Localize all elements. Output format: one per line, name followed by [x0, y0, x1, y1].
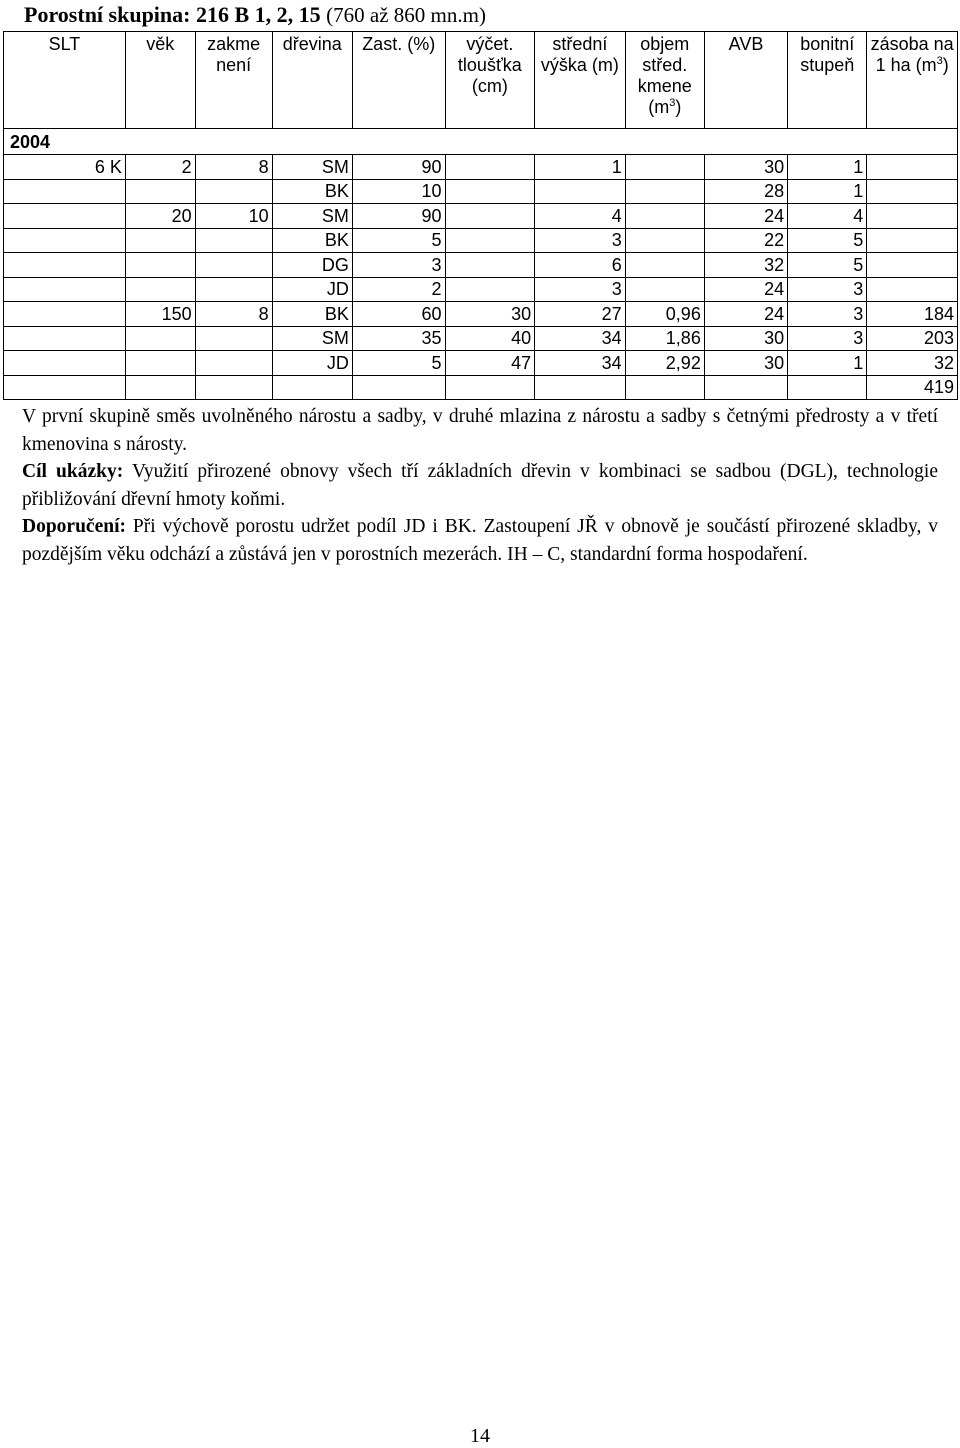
- goal-label: Cíl ukázky:: [22, 461, 124, 482]
- table-cell: 3: [535, 277, 626, 302]
- table-cell: [4, 253, 126, 278]
- table-row: [4, 351, 958, 376]
- table-row: [4, 302, 958, 327]
- header-cell: výčet. tloušťka (cm): [445, 32, 535, 129]
- table-cell: 1: [788, 179, 867, 204]
- table-cell: [445, 155, 535, 180]
- table-cell: [535, 375, 626, 400]
- table-cell: [195, 277, 272, 302]
- table-cell: [867, 179, 958, 204]
- table-cell: 30: [704, 155, 787, 180]
- table-cell: [125, 277, 195, 302]
- table-cell: 8: [195, 302, 272, 327]
- table-cell: 28: [704, 179, 787, 204]
- table-cell: [272, 375, 352, 400]
- table-row: [4, 228, 958, 253]
- table-cell: [125, 179, 195, 204]
- table-cell: 3: [788, 277, 867, 302]
- header-cell: Zast. (%): [352, 32, 445, 129]
- table-cell: 10: [195, 204, 272, 229]
- table-cell: [445, 204, 535, 229]
- table-cell: [4, 326, 126, 351]
- table-cell: [195, 253, 272, 278]
- table-cell: [625, 375, 704, 400]
- table-cell: 20: [125, 204, 195, 229]
- table-cell: 30: [704, 326, 787, 351]
- table-cell: 30: [445, 302, 535, 327]
- table-cell: 10: [352, 179, 445, 204]
- table-cell: [195, 375, 272, 400]
- table-cell: BK: [272, 179, 352, 204]
- table-cell: [625, 155, 704, 180]
- table-cell: 34: [535, 351, 626, 376]
- table-cell: 90: [352, 204, 445, 229]
- header-cell: AVB: [704, 32, 787, 129]
- table-cell: 4: [788, 204, 867, 229]
- table-cell: 3: [352, 253, 445, 278]
- table-cell: SM: [272, 204, 352, 229]
- table-cell: [4, 351, 126, 376]
- stand-table: [3, 31, 958, 400]
- table-cell: 34: [535, 326, 626, 351]
- header-cell: dřevina: [272, 32, 352, 129]
- table-cell: [867, 228, 958, 253]
- page-number: 14: [470, 1425, 490, 1447]
- table-cell: 203: [867, 326, 958, 351]
- table-cell: 1,86: [625, 326, 704, 351]
- table-header-row: [4, 32, 958, 129]
- table-cell: [445, 228, 535, 253]
- table-cell: 90: [352, 155, 445, 180]
- table-cell: 150: [125, 302, 195, 327]
- table-cell: 24: [704, 277, 787, 302]
- table-cell: [535, 179, 626, 204]
- table-cell: [125, 326, 195, 351]
- title-altitude: (760 až 860 mn.m): [326, 3, 486, 27]
- table-cell: 1: [788, 155, 867, 180]
- table-row: [4, 253, 958, 278]
- table-cell: JD: [272, 277, 352, 302]
- paragraph-2: [22, 458, 938, 513]
- table-cell: [625, 277, 704, 302]
- table-cell: 2: [352, 277, 445, 302]
- table-cell: 24: [704, 302, 787, 327]
- table-cell: [195, 351, 272, 376]
- table-cell: [4, 277, 126, 302]
- table-cell: 60: [352, 302, 445, 327]
- table-cell: 32: [704, 253, 787, 278]
- title-bold: Porostní skupina: 216 B 1, 2, 15: [24, 2, 321, 27]
- table-row: [4, 277, 958, 302]
- table-cell: BK: [272, 228, 352, 253]
- paragraph-3: [22, 513, 938, 568]
- table-cell: 2,92: [625, 351, 704, 376]
- table-cell: 47: [445, 351, 535, 376]
- table-cell: [4, 228, 126, 253]
- table-cell: [625, 253, 704, 278]
- year-cell: 2004: [4, 129, 958, 155]
- table-cell: [352, 375, 445, 400]
- header-cell: SLT: [4, 32, 126, 129]
- table-cell: [4, 179, 126, 204]
- table-cell: [867, 277, 958, 302]
- table-cell: 3: [788, 302, 867, 327]
- table-cell: [195, 228, 272, 253]
- table-cell: 8: [195, 155, 272, 180]
- table-cell: 24: [704, 204, 787, 229]
- table-cell: [125, 351, 195, 376]
- table-cell: [445, 253, 535, 278]
- table-cell: 32: [867, 351, 958, 376]
- table-cell: [867, 253, 958, 278]
- header-cell: objem střed. kmene $(m^3)$: [625, 32, 704, 129]
- table-cell: 5: [352, 228, 445, 253]
- table-cell: [867, 155, 958, 180]
- header-cell: věk: [125, 32, 195, 129]
- table-cell: [195, 326, 272, 351]
- table-cell: JD: [272, 351, 352, 376]
- header-cell: střední výška (m): [535, 32, 626, 129]
- table-cell: 4: [535, 204, 626, 229]
- header-cell: bonitní stupeň: [788, 32, 867, 129]
- table-row: [4, 204, 958, 229]
- table-cell: [125, 228, 195, 253]
- table-cell: [445, 277, 535, 302]
- table-cell: [704, 375, 787, 400]
- table-cell: [4, 302, 126, 327]
- table-cell: [625, 179, 704, 204]
- table-cell: 184: [867, 302, 958, 327]
- table-cell: 30: [704, 351, 787, 376]
- table-cell: [445, 179, 535, 204]
- table-row: [4, 179, 958, 204]
- table-row: [4, 326, 958, 351]
- table-cell: BK: [272, 302, 352, 327]
- table-cell: [4, 375, 126, 400]
- table-cell: [125, 253, 195, 278]
- table-cell: 6: [535, 253, 626, 278]
- table-cell: 3: [535, 228, 626, 253]
- goal-text: Využití přirozené obnovy všech tří základních dřevin v kombinaci se sadbou (DGL), technologie přibližování dřevní hmoty koňmi.: [22, 461, 938, 510]
- page-title: [24, 2, 486, 28]
- header-cell: zakme není: [195, 32, 272, 129]
- table-cell: 6 K: [4, 155, 126, 180]
- table-cell: 3: [788, 326, 867, 351]
- table-cell: SM: [272, 155, 352, 180]
- description-text: [22, 403, 938, 568]
- table-cell: 40: [445, 326, 535, 351]
- table-cell: 5: [352, 351, 445, 376]
- table-cell: 0,96: [625, 302, 704, 327]
- header-cell: zásoba na 1 ha $(m^3)$: [867, 32, 958, 129]
- table-cell: SM: [272, 326, 352, 351]
- table-cell: 22: [704, 228, 787, 253]
- table-cell: 419: [867, 375, 958, 400]
- table-cell: [788, 375, 867, 400]
- table-cell: [867, 204, 958, 229]
- year-row: [4, 129, 958, 155]
- table-cell: 2: [125, 155, 195, 180]
- table-cell: [445, 375, 535, 400]
- recommendation-label: Doporučení:: [22, 516, 126, 537]
- table-cell: DG: [272, 253, 352, 278]
- table-cell: 35: [352, 326, 445, 351]
- table-cell: 27: [535, 302, 626, 327]
- table-cell: [125, 375, 195, 400]
- table-cell: [625, 228, 704, 253]
- recommendation-text: Při výchově porostu udržet podíl JD i BK. Zastoupení JŘ v obnově je součástí přirozené skladby, v pozdějším věku odchází a zůstává jen v porostních mezerách. IH – C, standardní forma hospodaření.: [22, 516, 938, 565]
- paragraph-1: V první skupině směs uvolněného nárostu a sadby, v druhé mlazina z nárostu a sadby s četnými předrosty a v třetí kmenovina s nárosty.: [22, 406, 938, 455]
- table-row: [4, 155, 958, 180]
- table-cell: 1: [788, 351, 867, 376]
- table-cell: [195, 179, 272, 204]
- table-cell: [625, 204, 704, 229]
- table-cell: 5: [788, 228, 867, 253]
- table-row: [4, 375, 958, 400]
- table-cell: [4, 204, 126, 229]
- table-cell: 1: [535, 155, 626, 180]
- table-cell: 5: [788, 253, 867, 278]
